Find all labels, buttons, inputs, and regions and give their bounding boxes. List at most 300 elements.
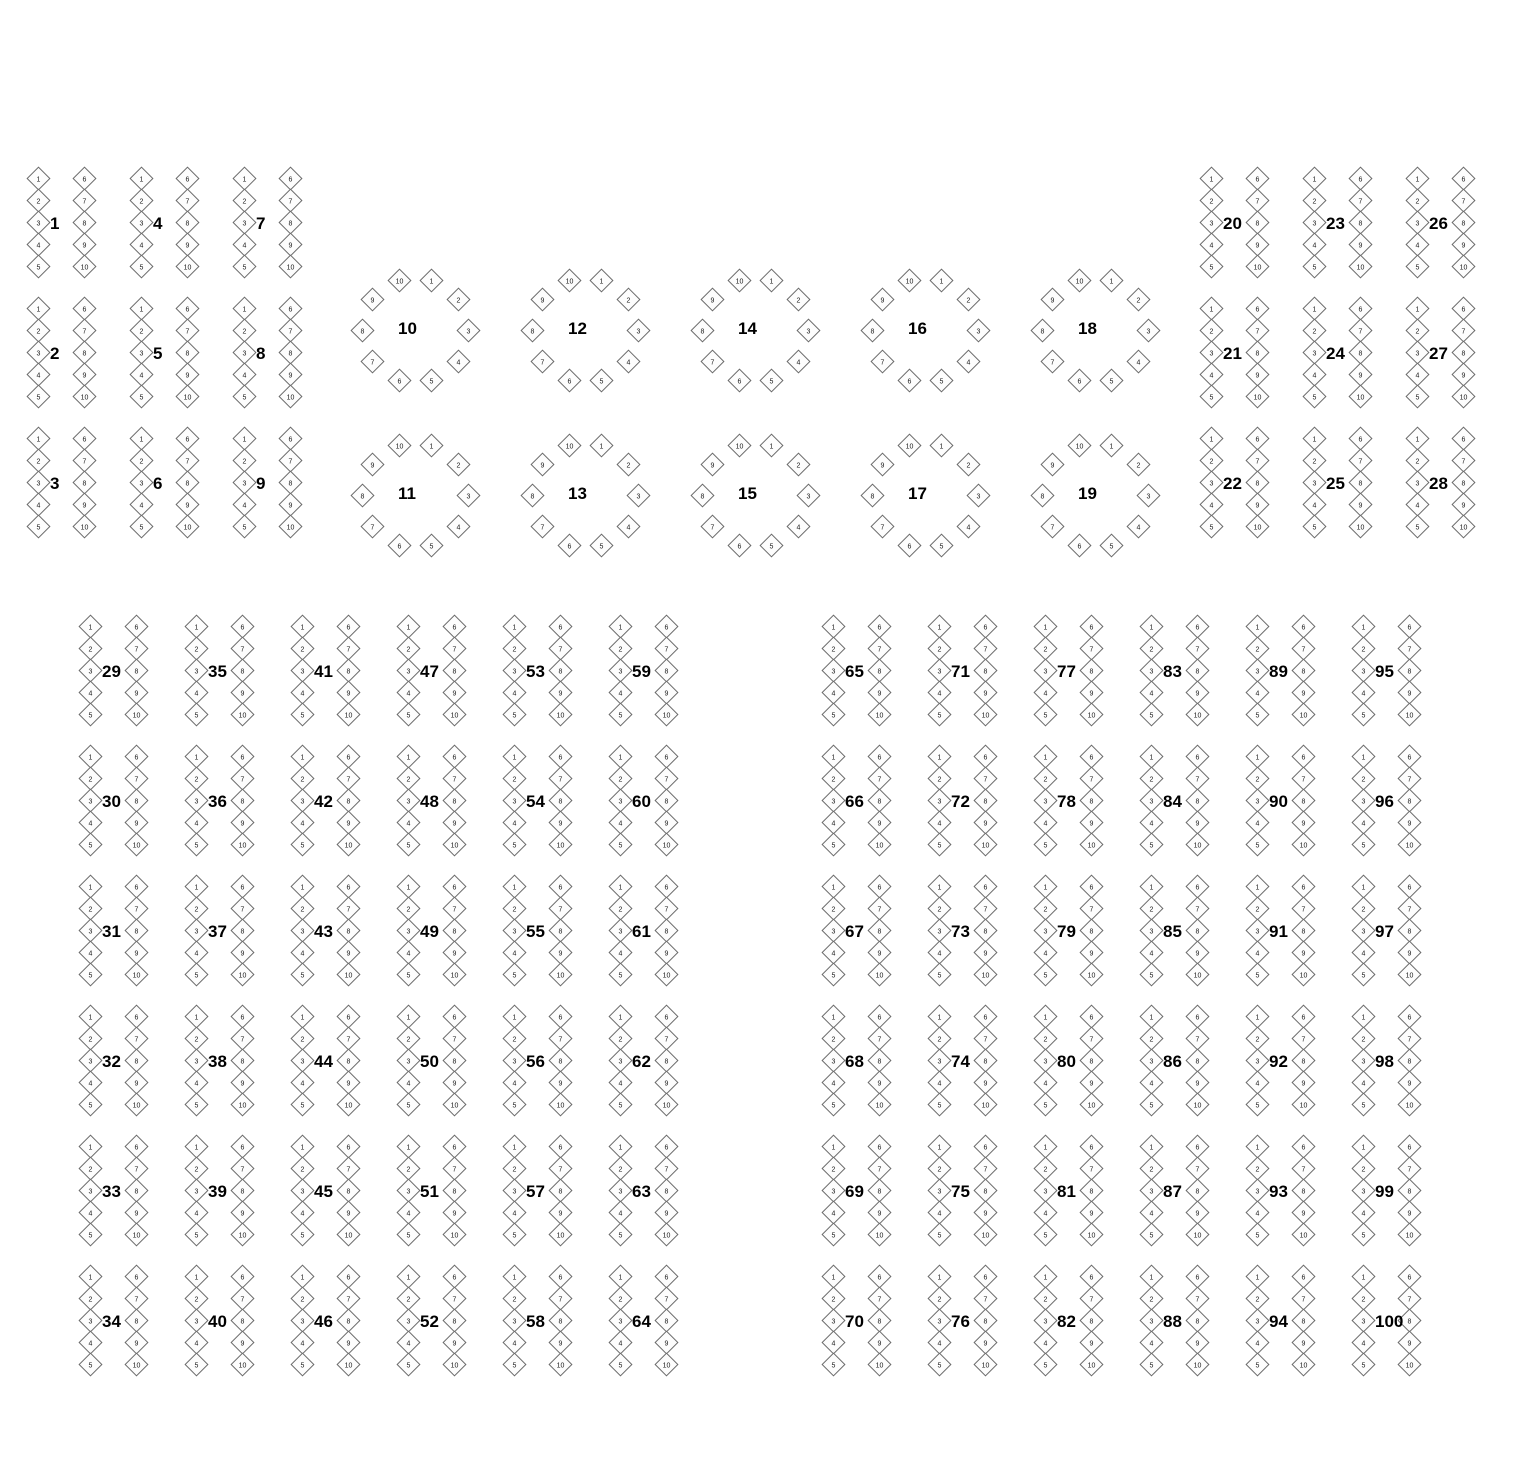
graph-id-label: 90: [1269, 792, 1288, 811]
graph-node: [1079, 1222, 1103, 1246]
graph-node: [1079, 614, 1103, 638]
graph-node: [1185, 702, 1209, 726]
graph-id-label: 49: [420, 922, 439, 941]
graph-node-label: 6: [877, 754, 882, 762]
graph-node-label: 4: [300, 690, 305, 698]
graph-node: [396, 896, 420, 920]
graph-node: [336, 874, 360, 898]
graph-node: [1033, 832, 1057, 856]
graph-node-label: 8: [360, 328, 365, 336]
graph-node-label: 2: [194, 776, 199, 784]
graph-node: [821, 788, 845, 812]
graph-node: [867, 1070, 891, 1094]
graph-node: [867, 614, 891, 638]
graph-node: [1451, 426, 1475, 450]
graph-id-label: 94: [1269, 1312, 1288, 1331]
graph-node-label: 2: [831, 1036, 836, 1044]
graph-node-label: 4: [626, 359, 631, 367]
graph-node-label: 10: [450, 842, 459, 850]
graph-node: [232, 448, 256, 472]
graph-node: [350, 318, 374, 342]
graph-node: [502, 1286, 526, 1310]
graph-node-label: 7: [710, 524, 715, 532]
graph-node: [956, 287, 980, 311]
graph-id-label: 30: [102, 792, 121, 811]
graph-node: [1245, 340, 1269, 364]
graph-node: [973, 918, 997, 942]
graph-node: [927, 766, 951, 790]
graph-node-label: 7: [558, 1036, 563, 1044]
graph-node-label: 6: [134, 754, 139, 762]
graph-node-label: 5: [406, 1362, 411, 1370]
graph-node: [1351, 874, 1375, 898]
graph-node: [1245, 1092, 1269, 1116]
graph-node-label: 9: [880, 297, 885, 305]
graph-node-label: 10: [238, 1362, 247, 1370]
graph-node: [502, 940, 526, 964]
graph-node: [184, 1286, 208, 1310]
graph-node-label: 6: [82, 306, 87, 314]
graph-node-label: 3: [831, 928, 836, 936]
graph-node-label: 5: [618, 712, 623, 720]
graph-node: [278, 362, 302, 386]
graph-node-label: 10: [981, 842, 990, 850]
graph-node-label: 5: [194, 712, 199, 720]
graph-node-label: 1: [1043, 624, 1048, 632]
graph-node: [1405, 384, 1429, 408]
graph-node-label: 7: [240, 1036, 245, 1044]
graph-node-label: 6: [983, 754, 988, 762]
graph-node: [548, 614, 572, 638]
graph-node: [1405, 188, 1429, 212]
graph-node-label: 6: [1089, 624, 1094, 632]
graph-node-label: 5: [1255, 1102, 1260, 1110]
graph-node-label: 10: [1193, 1362, 1202, 1370]
graph-node: [1199, 232, 1223, 256]
graph-node: [654, 1352, 678, 1376]
graph-node-label: 8: [134, 1318, 139, 1326]
graph-node-label: 7: [540, 359, 545, 367]
graph-node-label: 9: [877, 690, 882, 698]
graph-node-label: 4: [1415, 372, 1420, 380]
graph-node: [1302, 362, 1326, 386]
graph-node: [1405, 232, 1429, 256]
graph-node-label: 1: [937, 884, 942, 892]
graph-node-label: 5: [1361, 842, 1366, 850]
graph-node-label: 8: [1358, 480, 1363, 488]
graph-node: [396, 614, 420, 638]
graph-node-label: 3: [139, 350, 144, 358]
graph-node-label: 9: [1089, 950, 1094, 958]
graph-node-label: 8: [1301, 668, 1306, 676]
graph-node: [72, 514, 96, 538]
graph-node-label: 4: [1209, 242, 1214, 250]
graph-node-label: 6: [558, 1014, 563, 1022]
graph-node: [608, 1004, 632, 1028]
graph-node: [396, 744, 420, 768]
graph-node-label: 8: [1195, 1058, 1200, 1066]
graph-node-label: 6: [82, 176, 87, 184]
graph-id-label: 33: [102, 1182, 121, 1201]
graph-node-label: 7: [558, 1166, 563, 1174]
graph-node-label: 3: [806, 328, 811, 336]
graph-node: [616, 287, 640, 311]
graph-node-label: 6: [877, 1014, 882, 1022]
graph-node: [927, 1156, 951, 1180]
graph-node: [1185, 1092, 1209, 1116]
graph-node-label: 8: [664, 928, 669, 936]
graph-node-label: 3: [300, 798, 305, 806]
graph-node-label: 6: [185, 436, 190, 444]
graph-node-label: 4: [618, 820, 623, 828]
graph-node: [78, 1070, 102, 1094]
graph-node: [175, 296, 199, 320]
graph-node-label: 5: [88, 1362, 93, 1370]
graph-node-label: 1: [242, 306, 247, 314]
graph-node: [654, 614, 678, 638]
graph-node: [442, 896, 466, 920]
graph-node-label: 1: [618, 624, 623, 632]
graph-node-label: 4: [194, 950, 199, 958]
graph-node-label: 2: [618, 1166, 623, 1174]
graph-id-label: 19: [1078, 484, 1097, 503]
graph-node-label: 8: [288, 220, 293, 228]
graph-node: [701, 350, 725, 374]
graph-node-label: 4: [626, 524, 631, 532]
graph-node-label: 8: [134, 798, 139, 806]
graph-node-label: 5: [1361, 1102, 1366, 1110]
graph-node-label: 7: [346, 776, 351, 784]
graph-node-label: 7: [983, 1296, 988, 1304]
graph-node-label: 2: [300, 1036, 305, 1044]
graph-node-label: 7: [664, 1036, 669, 1044]
graph-node-label: 10: [132, 972, 141, 980]
graph-node: [897, 433, 921, 457]
graph-node: [1397, 744, 1421, 768]
graph-node-label: 1: [1149, 754, 1154, 762]
graph-node-label: 4: [512, 950, 517, 958]
graph-node: [1185, 896, 1209, 920]
graph-id-label: 26: [1429, 214, 1448, 233]
graph-node: [1199, 362, 1223, 386]
graph-node-label: 4: [36, 372, 41, 380]
graph-node: [442, 1156, 466, 1180]
graph-node-label: 9: [370, 297, 375, 305]
graph-node: [548, 1330, 572, 1354]
graph-node-label: 4: [139, 242, 144, 250]
graph-node-label: 7: [558, 906, 563, 914]
graph-node: [897, 268, 921, 292]
graph-node: [867, 1134, 891, 1158]
graph-node-label: 4: [242, 372, 247, 380]
graph-node: [175, 426, 199, 450]
graph-node: [1185, 962, 1209, 986]
graph-node-label: 8: [1301, 798, 1306, 806]
graph-node-label: 6: [877, 1274, 882, 1282]
graph-node-label: 9: [1407, 820, 1412, 828]
graph-node: [1351, 680, 1375, 704]
graph-node: [927, 1352, 951, 1376]
graph-node-label: 4: [512, 820, 517, 828]
graph-node-label: 2: [1149, 1036, 1154, 1044]
graph-node-label: 4: [1043, 1210, 1048, 1218]
graph-node: [1185, 832, 1209, 856]
graph-node-label: 5: [831, 1362, 836, 1370]
graph-node: [396, 766, 420, 790]
graph-node: [1245, 1048, 1269, 1072]
graph-node-label: 8: [558, 928, 563, 936]
graph-node-label: 4: [1136, 359, 1141, 367]
graph-node: [336, 680, 360, 704]
graph-node-label: 4: [242, 242, 247, 250]
graph-node-label: 8: [877, 1188, 882, 1196]
graph-node-label: 3: [406, 928, 411, 936]
graph-node-label: 1: [831, 754, 836, 762]
graph-node-label: 6: [567, 378, 572, 386]
graph-node-label: 5: [512, 712, 517, 720]
graph-node-label: 5: [937, 1102, 942, 1110]
graph-node-label: 7: [877, 906, 882, 914]
graph-node-label: 2: [1361, 1296, 1366, 1304]
graph-node-label: 4: [1043, 820, 1048, 828]
graph-node-label: 3: [1361, 1318, 1366, 1326]
graph-node-label: 10: [183, 264, 192, 272]
graph-node: [1348, 210, 1372, 234]
graph-node-label: 10: [1193, 1232, 1202, 1240]
graph-node-label: 10: [981, 1362, 990, 1370]
graph-node: [1079, 658, 1103, 682]
graph-node-label: 6: [452, 754, 457, 762]
graph-node-label: 6: [664, 1014, 669, 1022]
graph-node-label: 8: [346, 1318, 351, 1326]
graph-node-label: 6: [452, 1274, 457, 1282]
graph-node: [502, 744, 526, 768]
graph-node: [502, 896, 526, 920]
graph-node: [1079, 1264, 1103, 1288]
graph-node: [973, 744, 997, 768]
graph-node-label: 6: [288, 436, 293, 444]
graph-node-label: 8: [530, 328, 535, 336]
graph-node: [396, 874, 420, 898]
graph-node: [1033, 874, 1057, 898]
graph-node-label: 4: [88, 1340, 93, 1348]
graph-node: [442, 658, 466, 682]
graph-node: [654, 658, 678, 682]
graph-node: [654, 1264, 678, 1288]
graph-node: [175, 362, 199, 386]
graph-node: [654, 1070, 678, 1094]
graph-node: [608, 1070, 632, 1094]
graph-node-label: 1: [406, 1014, 411, 1022]
graph-node-label: 8: [1089, 798, 1094, 806]
graph-node-label: 8: [1195, 1188, 1200, 1196]
graph-node: [548, 1048, 572, 1072]
graph-node-label: 6: [346, 1274, 351, 1282]
graph-node: [1139, 680, 1163, 704]
graph-node: [124, 744, 148, 768]
graph-node: [608, 1286, 632, 1310]
graph-node: [502, 874, 526, 898]
graph-node-label: 10: [1075, 278, 1083, 286]
graph-node: [654, 810, 678, 834]
graph-node: [1245, 1026, 1269, 1050]
graph-node: [608, 1352, 632, 1376]
graph-node-label: 8: [664, 668, 669, 676]
graph-node: [1397, 658, 1421, 682]
graph-node: [124, 896, 148, 920]
graph-id-label: 78: [1057, 792, 1076, 811]
graph-node: [1351, 896, 1375, 920]
graph-node-label: 10: [1193, 712, 1202, 720]
graph-node-label: 10: [556, 1102, 565, 1110]
graph-node-label: 8: [983, 928, 988, 936]
graph-node: [973, 1048, 997, 1072]
graph-node: [727, 534, 751, 558]
graph-node: [590, 268, 614, 292]
graph-node: [336, 1070, 360, 1094]
graph-node-label: 10: [981, 712, 990, 720]
graph-node-label: 4: [618, 690, 623, 698]
graph-node-label: 2: [1209, 458, 1214, 466]
graph-node: [78, 832, 102, 856]
graph-node: [124, 1352, 148, 1376]
graph-id-label: 5: [153, 344, 163, 363]
graph-node-label: 7: [185, 198, 190, 206]
graph-node: [1351, 614, 1375, 638]
graph-node: [1185, 680, 1209, 704]
graph-node-label: 10: [662, 972, 671, 980]
graph-node: [860, 483, 884, 507]
graph-node-label: 3: [618, 1188, 623, 1196]
graph-node-label: 3: [636, 328, 641, 336]
graph-node: [1185, 810, 1209, 834]
graph-node: [184, 832, 208, 856]
graph-node: [608, 1330, 632, 1354]
graph-node: [1136, 318, 1160, 342]
graph-node: [230, 810, 254, 834]
graph-node: [608, 1264, 632, 1288]
graph-id-label: 12: [568, 319, 587, 338]
graph-node-label: 9: [540, 462, 545, 470]
graph-node-label: 2: [139, 198, 144, 206]
graph-node-label: 4: [831, 1210, 836, 1218]
graph-node-label: 2: [1415, 458, 1420, 466]
graph-node: [1348, 318, 1372, 342]
graph-node-label: 7: [82, 328, 87, 336]
graph-id-label: 68: [845, 1052, 864, 1071]
graph-node-label: 6: [240, 884, 245, 892]
graph-node: [821, 918, 845, 942]
graph-node-label: 7: [346, 646, 351, 654]
graph-node: [1245, 1286, 1269, 1310]
graph-node: [973, 1352, 997, 1376]
graph-node-label: 5: [194, 972, 199, 980]
graph-node-label: 4: [194, 1080, 199, 1088]
graph-node: [867, 766, 891, 790]
graph-node-label: 8: [1195, 798, 1200, 806]
graph-node-label: 4: [88, 950, 93, 958]
graph-node: [1351, 918, 1375, 942]
graph-node-label: 4: [1361, 820, 1366, 828]
graph-node-label: 10: [1087, 1102, 1096, 1110]
graph-node: [871, 515, 895, 539]
graph-node: [1139, 744, 1163, 768]
graph-id-label: 99: [1375, 1182, 1394, 1201]
graph-node: [1100, 433, 1124, 457]
graph-node: [1079, 810, 1103, 834]
graph-node-label: 3: [194, 1188, 199, 1196]
graph-node: [1451, 210, 1475, 234]
graph-node-label: 10: [1087, 1232, 1096, 1240]
graph-node-label: 5: [300, 972, 305, 980]
graph-node-label: 2: [194, 1296, 199, 1304]
graph-node-label: 2: [1136, 297, 1141, 305]
graph-node: [1291, 1070, 1315, 1094]
graph-node: [502, 1004, 526, 1028]
graph-node: [1405, 470, 1429, 494]
graph-node: [442, 636, 466, 660]
graph-node-label: 4: [406, 1210, 411, 1218]
graph-node-label: 8: [558, 798, 563, 806]
graph-node-label: 3: [88, 1058, 93, 1066]
graph-node: [129, 426, 153, 450]
graph-node-label: 5: [769, 378, 774, 386]
graph-node-label: 6: [346, 624, 351, 632]
graph-node: [1348, 188, 1372, 212]
graph-node: [608, 1200, 632, 1224]
graph-node-label: 4: [1361, 1210, 1366, 1218]
graph-node: [760, 369, 784, 393]
graph-node: [1079, 680, 1103, 704]
graph-node: [1199, 514, 1223, 538]
graph-node-label: 7: [1358, 458, 1363, 466]
graph-node: [1079, 702, 1103, 726]
graph-id-label: 55: [526, 922, 545, 941]
graph-node: [867, 636, 891, 660]
graph-node: [531, 350, 555, 374]
graph-node: [654, 1092, 678, 1116]
graph-node-label: 1: [1209, 176, 1214, 184]
graph-node-label: 8: [1301, 928, 1306, 936]
graph-node: [396, 1286, 420, 1310]
graph-node: [1245, 1156, 1269, 1180]
graph-node-label: 9: [1301, 690, 1306, 698]
graph-node: [1397, 810, 1421, 834]
graph-node-label: 8: [1089, 1188, 1094, 1196]
graph-node-label: 8: [185, 220, 190, 228]
graph-node-label: 7: [1050, 524, 1055, 532]
graph-node-label: 10: [981, 972, 990, 980]
graph-node: [1199, 340, 1223, 364]
graph-node: [1351, 1200, 1375, 1224]
graph-node-label: 3: [1149, 668, 1154, 676]
graph-node: [290, 1134, 314, 1158]
graph-node: [1185, 766, 1209, 790]
graph-node-label: 3: [1361, 798, 1366, 806]
graph-node: [502, 1026, 526, 1050]
graph-node-label: 10: [1299, 1102, 1308, 1110]
graph-node-label: 4: [1043, 690, 1048, 698]
graph-node: [420, 268, 444, 292]
graph-node-label: 4: [1255, 820, 1260, 828]
graph-node: [654, 1286, 678, 1310]
graph-node: [442, 918, 466, 942]
graph-node: [821, 1134, 845, 1158]
graph-node-label: 8: [1195, 1318, 1200, 1326]
graph-node: [336, 1004, 360, 1028]
graph-node: [1199, 318, 1223, 342]
graph-node-label: 10: [132, 712, 141, 720]
